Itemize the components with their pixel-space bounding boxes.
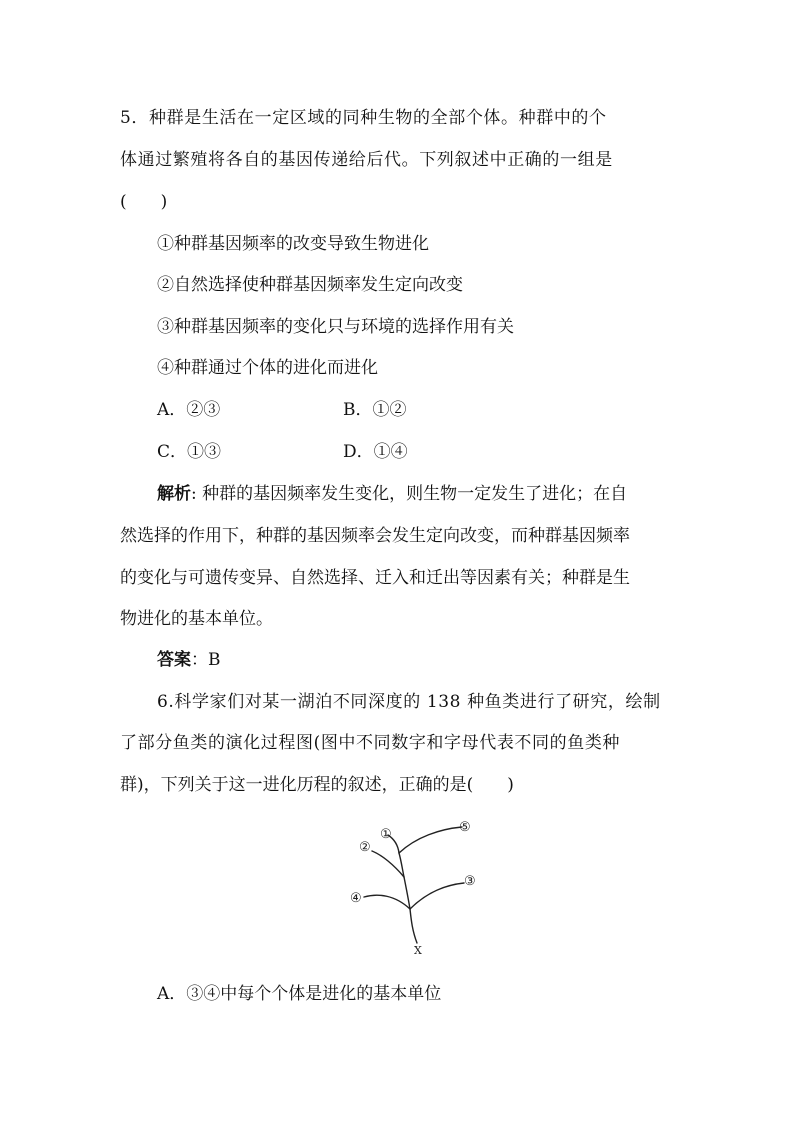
q5-analysis-line-3: 的变化与可遗传变异、自然选择、迁入和迁出等因素有关；种群是生: [120, 568, 630, 588]
branch-3: [410, 883, 464, 909]
q5-statement-3: ③种群基因频率的变化只与环境的选择作用有关: [157, 317, 514, 337]
analysis-text: : 种群的基因频率发生变化，则生物一定发生了进化；在自: [191, 484, 628, 504]
branch-root: [410, 909, 417, 943]
branch-4: [364, 895, 410, 909]
node-3-label: ③: [464, 874, 476, 889]
node-5-label: ⑤: [459, 820, 471, 835]
q6-stem-line-1: 6.科学家们对某一湖泊不同深度的 138 种鱼类进行了研究，绘制: [157, 692, 661, 712]
q6-option-a: A．③④中每个个体是进化的基本单位: [157, 984, 442, 1004]
answer-value: ：B: [191, 650, 221, 670]
q5-analysis-line-2: 然选择的作用下，种群的基因频率会发生定向改变，而种群基因频率: [120, 526, 630, 546]
answer-label: 答案: [157, 650, 191, 670]
node-root-label: X: [414, 944, 422, 957]
node-4-label: ④: [350, 891, 362, 906]
q5-option-c: C．①③: [157, 442, 222, 462]
q5-analysis-line-4: 物进化的基本单位。: [120, 609, 273, 629]
q5-option-d: D．①④: [343, 442, 408, 462]
q5-option-a: A．②③: [157, 400, 221, 420]
analysis-label: 解析: [157, 484, 191, 504]
node-1-label: ①: [380, 827, 392, 842]
q5-stem-line-1: 5．种群是生活在一定区域的同种生物的全部个体。种群中的个: [120, 108, 607, 128]
q6-stem-line-3: 群)，下列关于这一进化历程的叙述，正确的是( ): [120, 775, 514, 795]
q5-answer-blank: ( ): [120, 192, 168, 212]
branch-5: [399, 827, 462, 853]
q5-statement-4: ④种群通过个体的进化而进化: [157, 358, 378, 378]
q5-statement-1: ①种群基因频率的改变导致生物进化: [157, 234, 429, 254]
fish-evolution-tree-figure: [340, 815, 490, 957]
q5-option-b: B．①②: [343, 400, 407, 420]
q5-answer-line: [157, 648, 221, 672]
q6-stem-line-2: 了部分鱼类的演化过程图(图中不同数字和字母代表不同的鱼类种: [120, 733, 621, 753]
q5-analysis-line-1: [157, 482, 627, 506]
q5-stem-line-2: 体通过繁殖将各自的基因传递给后代。下列叙述中正确的一组是: [120, 150, 613, 170]
node-2-label: ②: [359, 840, 371, 855]
q5-statement-2: ②自然选择使种群基因频率发生定向改变: [157, 275, 463, 295]
